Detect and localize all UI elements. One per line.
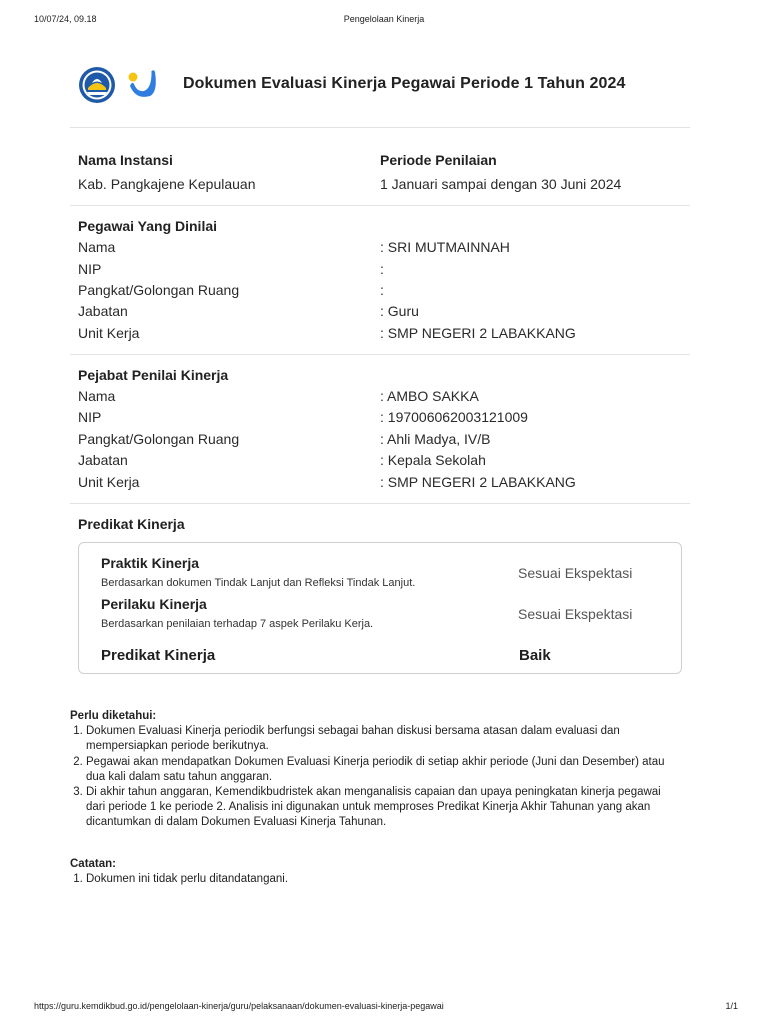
notes-heading: Perlu diketahui:	[70, 710, 157, 722]
instansi-value: Kab. Pangkajene Kepulauan	[78, 176, 256, 192]
divider	[70, 354, 690, 355]
perilaku-kinerja-desc: Berdasarkan penilaian terhadap 7 aspek Perilaku Kerja.	[101, 618, 374, 630]
note-item: 1. Dokumen Evaluasi Kinerja periodik berfungsi sebagai bahan diskusi bersama atasan dalam evaluasi dan mempersiapkan periode berikutnya.	[86, 724, 670, 754]
predikat-total-value: Baik	[519, 647, 551, 664]
predikat-heading: Predikat Kinerja	[78, 516, 185, 532]
pegawai-nama-value: : SRI MUTMAINNAH	[380, 239, 510, 255]
divider	[70, 205, 690, 206]
document-header	[78, 66, 698, 106]
penilai-pangkat-value: : Ahli Madya, IV/B	[380, 431, 491, 447]
penilai-jabatan-value: : Kepala Sekolah	[380, 452, 486, 468]
perilaku-kinerja-value: Sesuai Ekspektasi	[518, 606, 633, 622]
catatan-list	[70, 872, 670, 887]
pegawai-unit-label: Unit Kerja	[78, 325, 140, 341]
note-item: 3. Di akhir tahun anggaran, Kemendikbudristek akan menganalisis capaian dan upaya peningkatan kinerja pegawai dari periode 1 ke periode 2. Analisis ini digunakan untuk memproses Predikat Kinerja Akhir Tahunan yang akan dicantumkan di dalam Dokumen Evaluasi Kinerja Tahunan.	[86, 785, 670, 831]
document-title: Dokumen Evaluasi Kinerja Pegawai Periode 1 Tahun 2024	[183, 75, 626, 92]
predikat-card	[78, 542, 682, 674]
catatan-item: 1. Dokumen ini tidak perlu ditandatangani.	[86, 872, 670, 887]
pegawai-nip-label: NIP	[78, 261, 102, 277]
print-datetime: 10/07/24, 09.18	[34, 14, 97, 24]
penilai-pangkat-label: Pangkat/Golongan Ruang	[78, 431, 240, 447]
pegawai-pangkat-value: :	[380, 282, 384, 298]
penilai-heading: Pejabat Penilai Kinerja	[78, 367, 229, 383]
merdeka-mengajar-logo	[122, 66, 162, 106]
print-url: https://guru.kemdikbud.go.id/pengelolaan-kinerja/guru/pelaksanaan/dokumen-evaluasi-kinerja-pegawai	[34, 1001, 444, 1011]
pegawai-pangkat-label: Pangkat/Golongan Ruang	[78, 282, 240, 298]
tut-wuri-handayani-logo	[78, 66, 116, 104]
penilai-nip-label: NIP	[78, 409, 102, 425]
print-page-title: Pengelolaan Kinerja	[343, 14, 425, 24]
penilai-nip-value: : 197006062003121009	[380, 409, 528, 425]
pegawai-jabatan-value: : Guru	[380, 303, 419, 319]
notes-list	[70, 724, 670, 830]
pegawai-nip-value: :	[380, 261, 384, 277]
pegawai-nama-label: Nama	[78, 239, 116, 255]
praktik-kinerja-title: Praktik Kinerja	[101, 555, 200, 571]
catatan-section	[70, 857, 670, 887]
instansi-label: Nama Instansi	[78, 152, 173, 168]
praktik-kinerja-value: Sesuai Ekspektasi	[518, 565, 633, 581]
note-item: 2. Pegawai akan mendapatkan Dokumen Evaluasi Kinerja periodik di setiap akhir periode (Juni dan Desember) atau dua kali dalam satu tahun anggaran.	[86, 755, 670, 785]
notes-section	[70, 709, 670, 831]
periode-value: 1 Januari sampai dengan 30 Juni 2024	[380, 176, 622, 192]
perilaku-kinerja-title: Perilaku Kinerja	[101, 596, 207, 612]
penilai-unit-label: Unit Kerja	[78, 474, 140, 490]
penilai-jabatan-label: Jabatan	[78, 452, 128, 468]
penilai-unit-value: : SMP NEGERI 2 LABAKKANG	[380, 474, 576, 490]
penilai-nama-value: : AMBO SAKKA	[380, 388, 479, 404]
print-page-number: 1/1	[725, 1001, 738, 1011]
predikat-total-label: Predikat Kinerja	[101, 647, 216, 664]
divider	[70, 503, 690, 504]
pegawai-unit-value: : SMP NEGERI 2 LABAKKANG	[380, 325, 576, 341]
praktik-kinerja-desc: Berdasarkan dokumen Tindak Lanjut dan Refleksi Tindak Lanjut.	[101, 577, 416, 589]
pegawai-heading: Pegawai Yang Dinilai	[78, 218, 218, 234]
penilai-nama-label: Nama	[78, 388, 116, 404]
periode-label: Periode Penilaian	[380, 152, 497, 168]
divider	[70, 127, 690, 128]
pegawai-jabatan-label: Jabatan	[78, 303, 128, 319]
catatan-heading: Catatan:	[70, 858, 117, 870]
